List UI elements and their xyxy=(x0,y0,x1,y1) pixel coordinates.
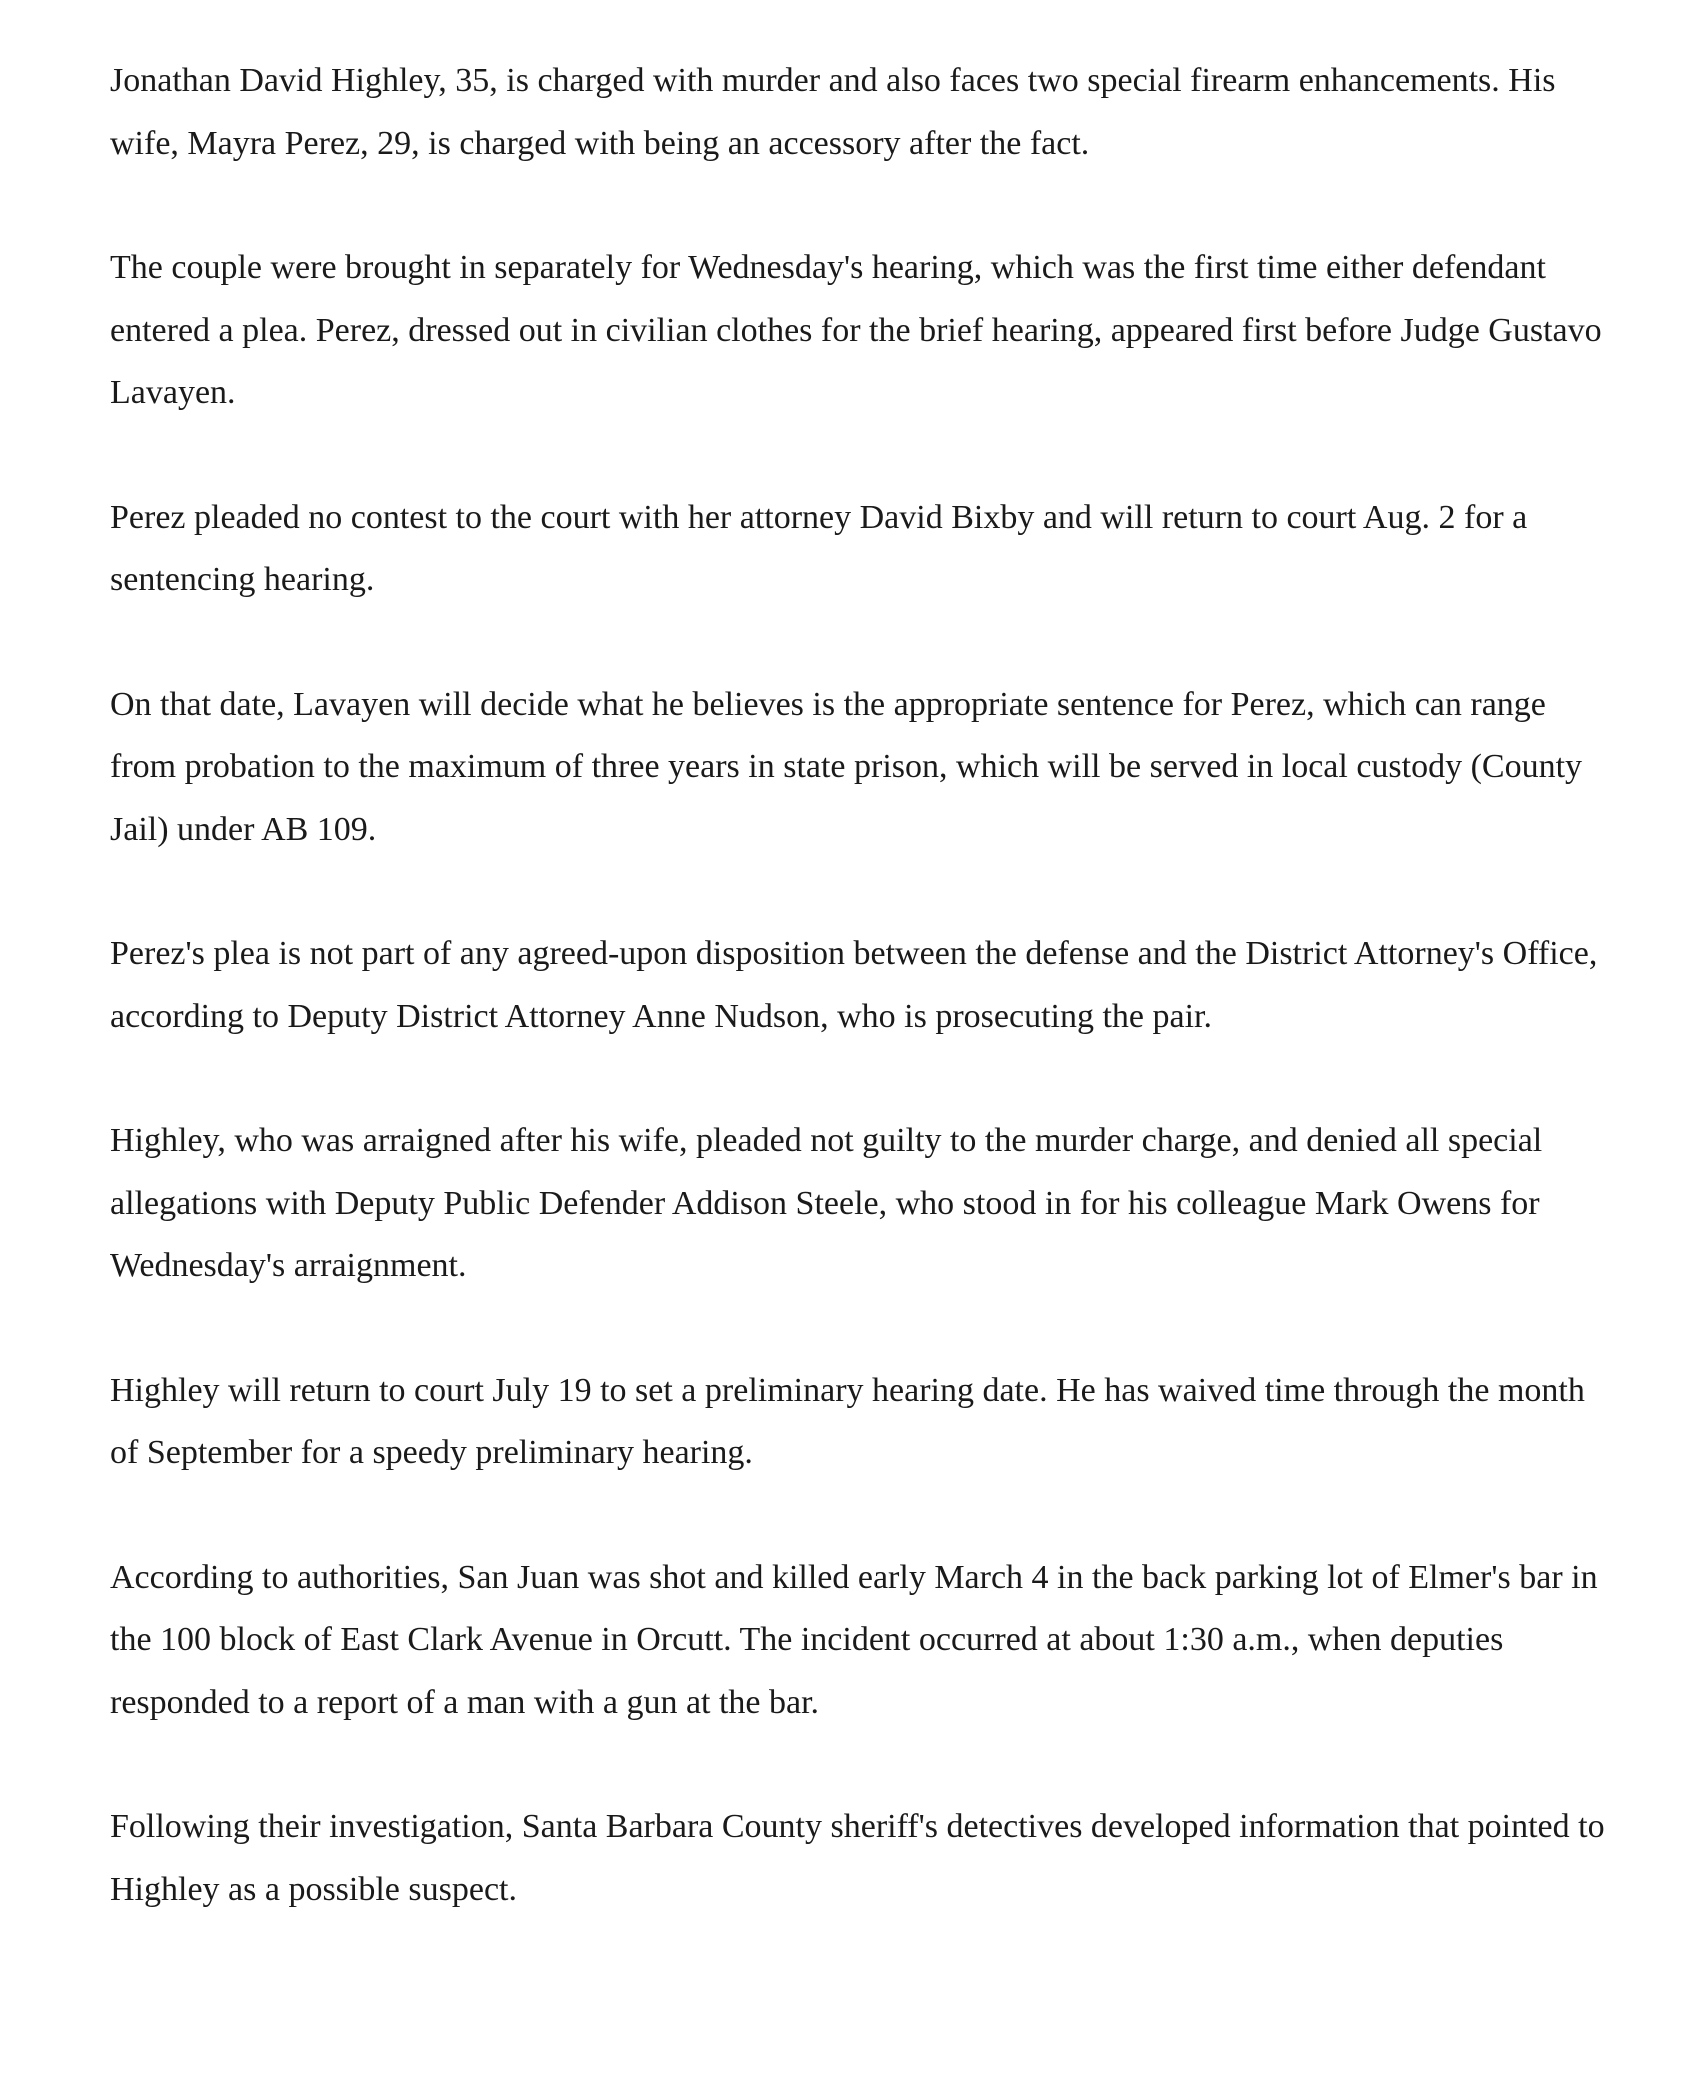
paragraph-hearing: The couple were brought in separately for Wednesday's hearing, which was the first time either defendant entered a plea. Perez, dressed out in civilian clothes for the brief hearing, appeared first before Judge Gustavo Lavayen. xyxy=(110,249,1602,411)
paragraph-charges: Jonathan David Highley, 35, is charged with murder and also faces two special firearm enhancements. His wife, Mayra Perez, 29, is charged with being an accessory after the fact. xyxy=(110,62,1556,162)
paragraph-sentencing: On that date, Lavayen will decide what he believes is the appropriate sentence for Perez, which can range from probation to the maximum of three years in state prison, which will be served in local custody (County Jail) under AB 109. xyxy=(110,685,1583,848)
article-body xyxy=(110,50,1610,1921)
paragraph-highley-arraignment: Highley, who was arraigned after his wife, pleaded not guilty to the murder charge, and denied all special allegations with Deputy Public Defender Addison Steele, who stood in for his colleague Mark Owens for Wednesday's arraignment. xyxy=(110,1122,1543,1284)
paragraph-disposition: Perez's plea is not part of any agreed-upon disposition between the defense and the District Attorney's Office, according to Deputy District Attorney Anne Nudson, who is prosecuting the pair. xyxy=(110,935,1598,1035)
paragraph-perez-plea: Perez pleaded no contest to the court with her attorney David Bixby and will return to court Aug. 2 for a sentencing hearing. xyxy=(110,498,1528,598)
paragraph-investigation: Following their investigation, Santa Barbara County sheriff's detectives developed information that pointed to Highley as a possible suspect. xyxy=(110,1808,1605,1908)
paragraph-preliminary-hearing: Highley will return to court July 19 to set a preliminary hearing date. He has waived time through the month of September for a speedy preliminary hearing. xyxy=(110,1371,1585,1471)
paragraph-incident: According to authorities, San Juan was shot and killed early March 4 in the back parking lot of Elmer's bar in the 100 block of East Clark Avenue in Orcutt. The incident occurred at about 1:30 a.m., when deputies responded to a report of a man with a gun at the bar. xyxy=(110,1558,1598,1721)
